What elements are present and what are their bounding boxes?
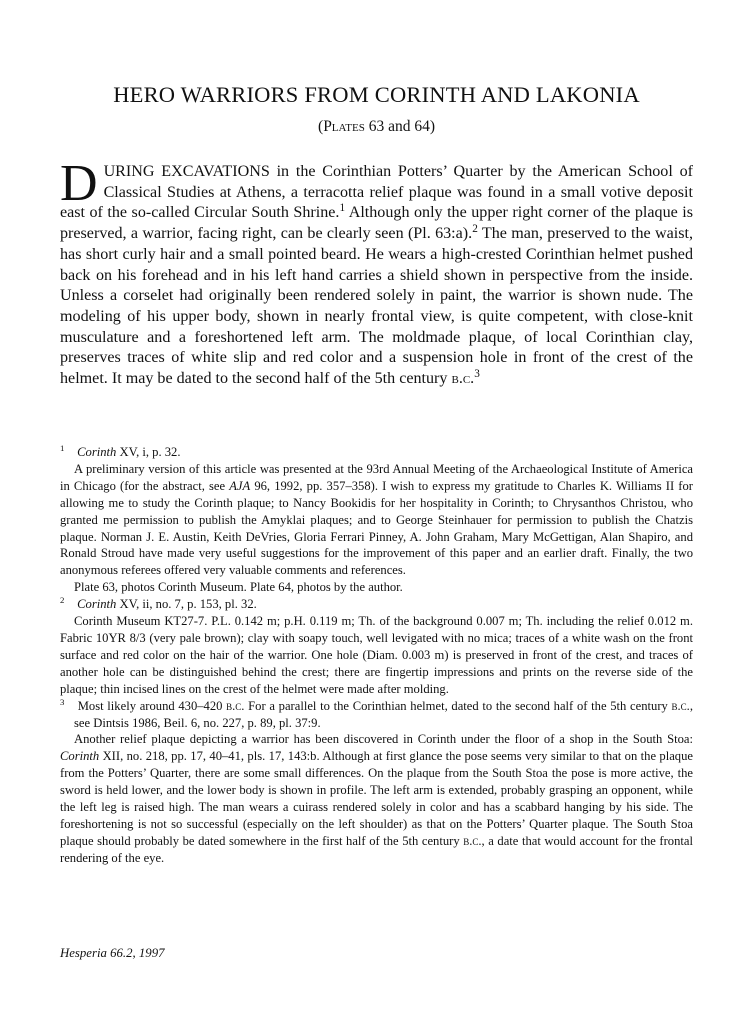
plates-word: Plates — [323, 118, 365, 135]
footnote-3-para-era: b.c. — [463, 833, 482, 848]
journal-citation: Hesperia 66.2, 1997 — [60, 946, 165, 960]
body-text-1: in the Corinthian Potters’ Quarter by the American School of Classical Studies at Athens, a terracotta relief plaque was found in a small votive deposit east of the so-called Circular South Shrine. — [60, 163, 693, 222]
body-text-3: The man, preserved to the waist, has short curly hair and a small pointed beard. He wears a high-crested Corinthian helmet pushed back on his forehead and in his left hand carries a shield shown in perspective from the inside. Unless a corselet had originally been rendered solely in paint, the warrior is shown nude. The modeling of his upper body, shown in nearly frontal view, is quite competent, with close-knit musculature and a foreshortened left arm. The moldmade plaque, of local Corinthian clay, preserves traces of white slip and red color and a suspension hole in front of the crest of the helmet. It may be dated to the second half of the 5th century — [60, 225, 693, 388]
body-text-2: Although only the upper right corner of the plaque is preserved, a warrior, facing right, can be clearly seen (Pl. 63:a). — [60, 204, 693, 243]
footnote-1-text: A preliminary version of this article was presented at the 93rd Annual Meeting of the Archaeological Institute of America in Chicago (for the abstract, see — [60, 461, 693, 493]
plates-reference — [60, 118, 693, 136]
footnote-3-era-2: b.c. — [671, 698, 690, 713]
footnote-2-cite-rest: XV, ii, no. 7, p. 153, pl. 32. — [116, 597, 257, 612]
footnote-1-para-a — [60, 461, 693, 579]
footnote-3-para-text-1: Another relief plaque depicting a warrior has been discovered in Corinth under the floor of a shop in the South Stoa: — [74, 732, 693, 747]
body-paragraph — [60, 155, 693, 390]
journal-aja: AJA — [229, 478, 251, 493]
footnote-2-cite: Corinth — [77, 597, 117, 612]
footnote-3: $^3$ Most likely around 430–420 b.c. For a parallel to the Corinthian helmet, dated to the second half of the 5th century b.c., see Dintsis 1986, Beil. 6, no. 227, p. 89, pl. 37:9. — [60, 696, 693, 730]
footnote-1-text-cont: 96, 1992, pp. 357–358). I wish to express my gratitude to Charles K. Williams II for allowing me to study the Corinth plaque; to Nancy Bookidis for her hospitality in Corinth; to Chrysanthos Christou, who granted me permission to publish the Amyklai plaques; and to George Steinhauer for permission to publish the Chatzis plaque. Norman J. E. Austin, Keith DeVries, Gloria Ferrari Pinney, A. John Graham, Mary McGettigan, Alan Shapiro, and Ronald Stroud have made very useful suggestions for the improvement of this paper and an earlier draft. Finally, the two anonymous referees offered very valuable comments and references. — [60, 478, 693, 578]
footnote-1: $^1$ Corinth XV, i, p. 32. — [60, 443, 181, 459]
plates-open: ( — [318, 118, 324, 135]
footnote-ref-1[interactable]: 1 — [339, 202, 346, 215]
drop-cap: D — [60, 155, 98, 212]
footnote-1-cite: Corinth — [77, 445, 117, 459]
footnote-3-para-text-3: , a date that would account for the frontal rendering of the eye. — [60, 833, 693, 865]
footnote-3-para-a — [60, 731, 693, 866]
footnote-3-text-1: Most likely around 430–420 — [74, 698, 227, 713]
footnote-3-para-text-2: XII, no. 218, pp. 17, 40–41, pls. 17, 143:b. Although at first glance the pose seems very similar to that on the plaque from the Potters’ Quarter, there are some small differences. On the plaque from the South Stoa the pose is more active, the sword is held lower, and the lower body is shown in profile. The left arm is extended, probably grasping an opponent, while the left leg is raised high. The man wears a cuirass rendered solely in color and has a scabbard hanging by his side. The foreshortening is not so successful (especially on the left shoulder) as that on the Potters’ Quarter plaque. The South Stoa plaque should probably be dated somewhere in the first half of the 5th century — [60, 749, 693, 848]
footnote-2: $^2$ Corinth XV, ii, no. 7, p. 153, pl. 32. — [60, 595, 257, 612]
lead-caps: URING EXCAVATIONS — [103, 163, 270, 180]
article-title: HERO WARRIORS FROM CORINTH AND LAKONIA — [113, 82, 640, 107]
footnote-1-cite-rest: XV, i, p. 32. — [116, 445, 181, 459]
era-bc: b.c. — [451, 370, 475, 388]
footnote-3-text-3: , see Dintsis 1986, Beil. 6, no. 227, p. 89, pl. 37:9. — [74, 698, 693, 730]
plates-rest: 63 and 64) — [364, 118, 435, 135]
footnote-1-para-b: Plate 63, photos Corinth Museum. Plate 64, photos by the author. — [74, 580, 403, 595]
footnote-3-era-1: b.c. — [226, 698, 245, 713]
footnotes — [60, 444, 693, 867]
footnote-ref-2[interactable]: 2 — [472, 222, 478, 235]
footnote-3-text-2: For a parallel to the Corinthian helmet, dated to the second half of the 5th century — [244, 698, 672, 713]
footnote-3-cite: Corinth — [60, 749, 100, 764]
footnote-2-para-a: Corinth Museum KT27-7. P.L. 0.142 m; p.H. 0.119 m; Th. of the background 0.007 m; Th. including the relief 0.012 m. Fabric 10YR 8/3 (very pale brown); clay with soapy touch, well levigated with no mica; traces of a white wash on the front surface and red color on the hair of the warrior. One hole (Diam. 0.003 m) is preserved in front of the crest, and traces of another hole can be distinguished behind the crest; there are fingertip impressions and prints on the reverse side of the plaque; thin incised lines on the crest of the helmet were made after molding. — [60, 614, 693, 696]
footnote-ref-3[interactable]: 3 — [474, 367, 480, 380]
